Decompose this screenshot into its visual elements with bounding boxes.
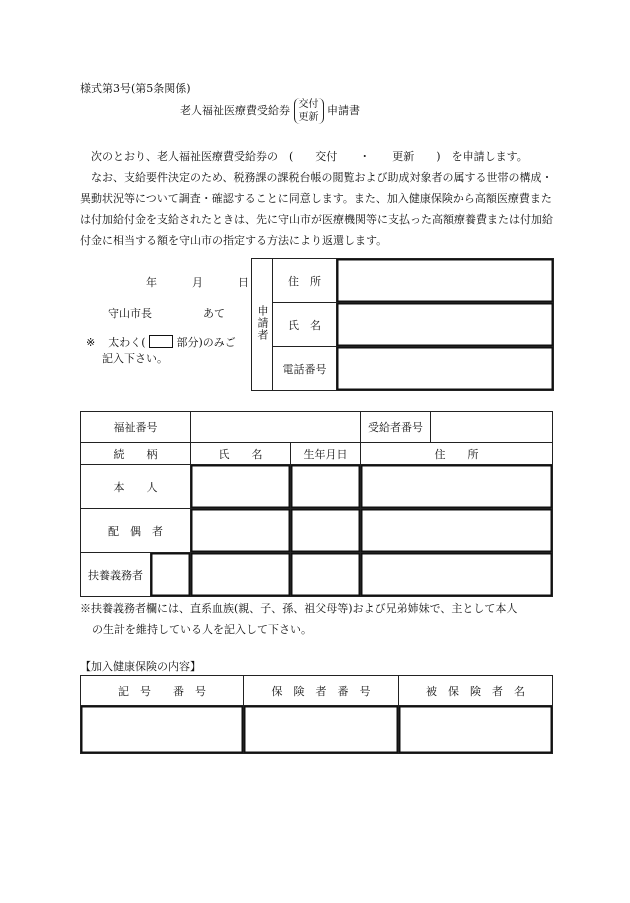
title-prefix: 老人福祉医療費受給券: [180, 104, 290, 117]
insurer-number-field[interactable]: [244, 706, 399, 754]
header-relation: 続 柄: [81, 443, 191, 465]
bold-frame-sample: [149, 335, 173, 348]
intro-line: 次のとおり、老人福祉医療費受給券の ( 交付 ・ 更新 ) を申請します。: [91, 150, 528, 163]
consent-text: なお、支給要件決定のため、税務課の課税台帳の閲覧および助成対象者の属する世帯の構成・異動状況等について調査・確認することに同意します。また、加入健康保険から高額医療費または付加給付金を支給されたときは、先に守山市が医療機関等に支払った高額療養費または付加給付金に相当する額を守山市の指定する方法により返還します。: [80, 171, 553, 247]
applicant-label-cell: [252, 259, 273, 391]
insured-name-field[interactable]: [399, 706, 553, 754]
recipient-no-field[interactable]: [431, 412, 553, 443]
supporter-birthdate-field[interactable]: [291, 553, 361, 597]
note-mark: ※: [86, 336, 96, 349]
form-number: 様式第3号(第5条関係): [80, 82, 191, 95]
relation-spouse: 配 偶 者: [81, 509, 191, 553]
date-line: [146, 276, 249, 290]
phone-label: 電話番号: [273, 347, 337, 391]
intro-paragraph: [80, 146, 555, 251]
note-before: 太わく(: [108, 336, 146, 349]
supporter-note-line1: ※扶養義務者欄には、直系血族(親、子、孫、祖父母等)および兄弟姉妹で、主として本人: [80, 602, 518, 615]
title-options: [294, 98, 324, 124]
applicant-label: 申請者: [256, 305, 269, 341]
symbol-number-field[interactable]: [81, 706, 244, 754]
supporter-address-field[interactable]: [361, 553, 553, 597]
spouse-birthdate-field[interactable]: [291, 509, 361, 553]
name-label: 氏 名: [273, 303, 337, 347]
form-title: [180, 96, 360, 126]
spouse-name-field[interactable]: [191, 509, 291, 553]
address-label: 住 所: [273, 259, 337, 303]
note-bold-frame: [86, 335, 236, 350]
phone-field[interactable]: [337, 347, 554, 391]
header-insurer-number: 保 険 者 番 号: [244, 676, 399, 706]
self-name-field[interactable]: [191, 465, 291, 509]
title-suffix: 申請書: [327, 104, 360, 117]
header-address: 住 所: [361, 443, 553, 465]
insurance-table: [80, 675, 553, 754]
insurance-section-title: 【加入健康保険の内容】: [80, 660, 201, 673]
note-line2: 記入下さい。: [102, 352, 168, 365]
welfare-no-field[interactable]: [191, 412, 361, 443]
header-birthdate: 生年月日: [291, 443, 361, 465]
spouse-address-field[interactable]: [361, 509, 553, 553]
name-field[interactable]: [337, 303, 554, 347]
header-name: 氏 名: [191, 443, 291, 465]
applicant-table: [251, 258, 554, 391]
relation-supporter: 扶養義務者: [81, 553, 151, 597]
header-symbol-number: 記 号 番 号: [81, 676, 244, 706]
welfare-no-label: 福祉番号: [81, 412, 191, 443]
addressee-name: 守山市長: [108, 307, 152, 320]
address-field[interactable]: [337, 259, 554, 303]
supporter-note-line2: の生計を維持している人を記入して下さい。: [92, 623, 312, 636]
relation-self: 本 人: [81, 465, 191, 509]
date-day: 日: [238, 276, 249, 289]
self-birthdate-field[interactable]: [291, 465, 361, 509]
title-option-issue: 交付: [298, 99, 319, 110]
supporter-name-field[interactable]: [191, 553, 291, 597]
addressee: [108, 307, 225, 321]
recipient-table: [80, 411, 553, 597]
date-year: 年: [146, 276, 157, 289]
header-insured-name: 被 保 険 者 名: [399, 676, 553, 706]
self-address-field[interactable]: [361, 465, 553, 509]
recipient-no-label: 受給者番号: [361, 412, 431, 443]
date-month: 月: [192, 276, 203, 289]
supporter-relation-field[interactable]: [151, 553, 191, 597]
note-after: 部分)のみご: [176, 336, 236, 349]
title-option-renew: 更新: [298, 112, 319, 123]
addressee-suffix: あて: [203, 307, 225, 320]
